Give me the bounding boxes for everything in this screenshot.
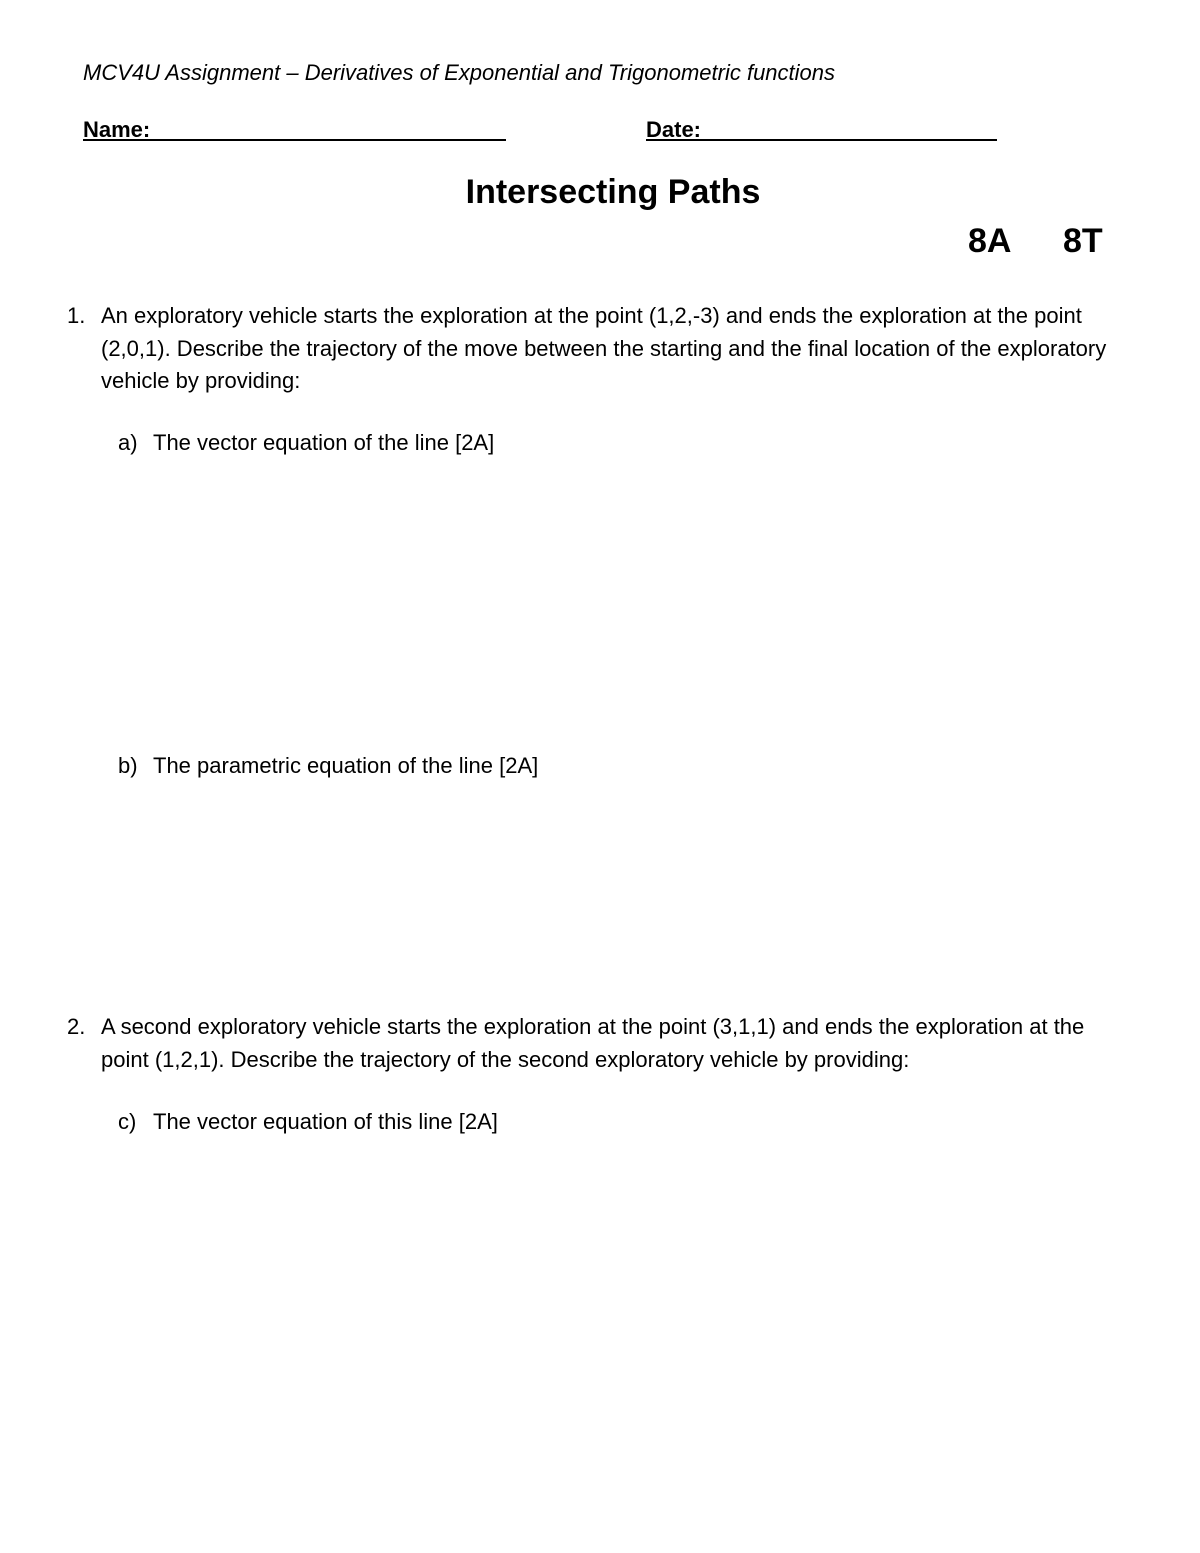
date-blank-line (701, 117, 997, 141)
question-1 (67, 300, 1127, 398)
date-label: Date: (646, 117, 702, 142)
thinking-marks: 8T (1063, 222, 1103, 260)
part-text: The vector equation of this line [2A] (153, 1109, 498, 1134)
question-part-a (118, 430, 494, 456)
part-letter: b) (118, 753, 138, 778)
name-label: Name: (83, 117, 151, 142)
course-header: MCV4U Assignment – Derivatives of Exponential and Trigonometric functions (83, 60, 836, 85)
question-number: 2. (67, 1014, 86, 1039)
page-title: Intersecting Paths (465, 173, 761, 211)
question-text: A second exploratory vehicle starts the exploration at the point (3,1,1) and ends the exploration at the point (1,2,1). Describe the trajectory of the second exploratory vehicle by providing: (101, 1014, 1085, 1072)
name-blank-line (150, 117, 506, 141)
part-letter: c) (118, 1109, 137, 1134)
date-field (646, 117, 997, 143)
question-part-b (118, 753, 538, 779)
application-marks: 8A (968, 222, 1012, 260)
question-2 (67, 1011, 1127, 1076)
part-text: The vector equation of the line [2A] (153, 430, 495, 455)
question-part-c (118, 1109, 498, 1135)
part-text: The parametric equation of the line [2A] (153, 753, 539, 778)
name-field (83, 117, 506, 143)
part-letter: a) (118, 430, 138, 455)
question-text: An exploratory vehicle starts the exploration at the point (1,2,-3) and ends the exploration at the point (2,0,1). Describe the trajectory of the move between the starting and the final location of the exploratory vehicle by providing: (101, 303, 1107, 393)
question-number: 1. (67, 303, 86, 328)
